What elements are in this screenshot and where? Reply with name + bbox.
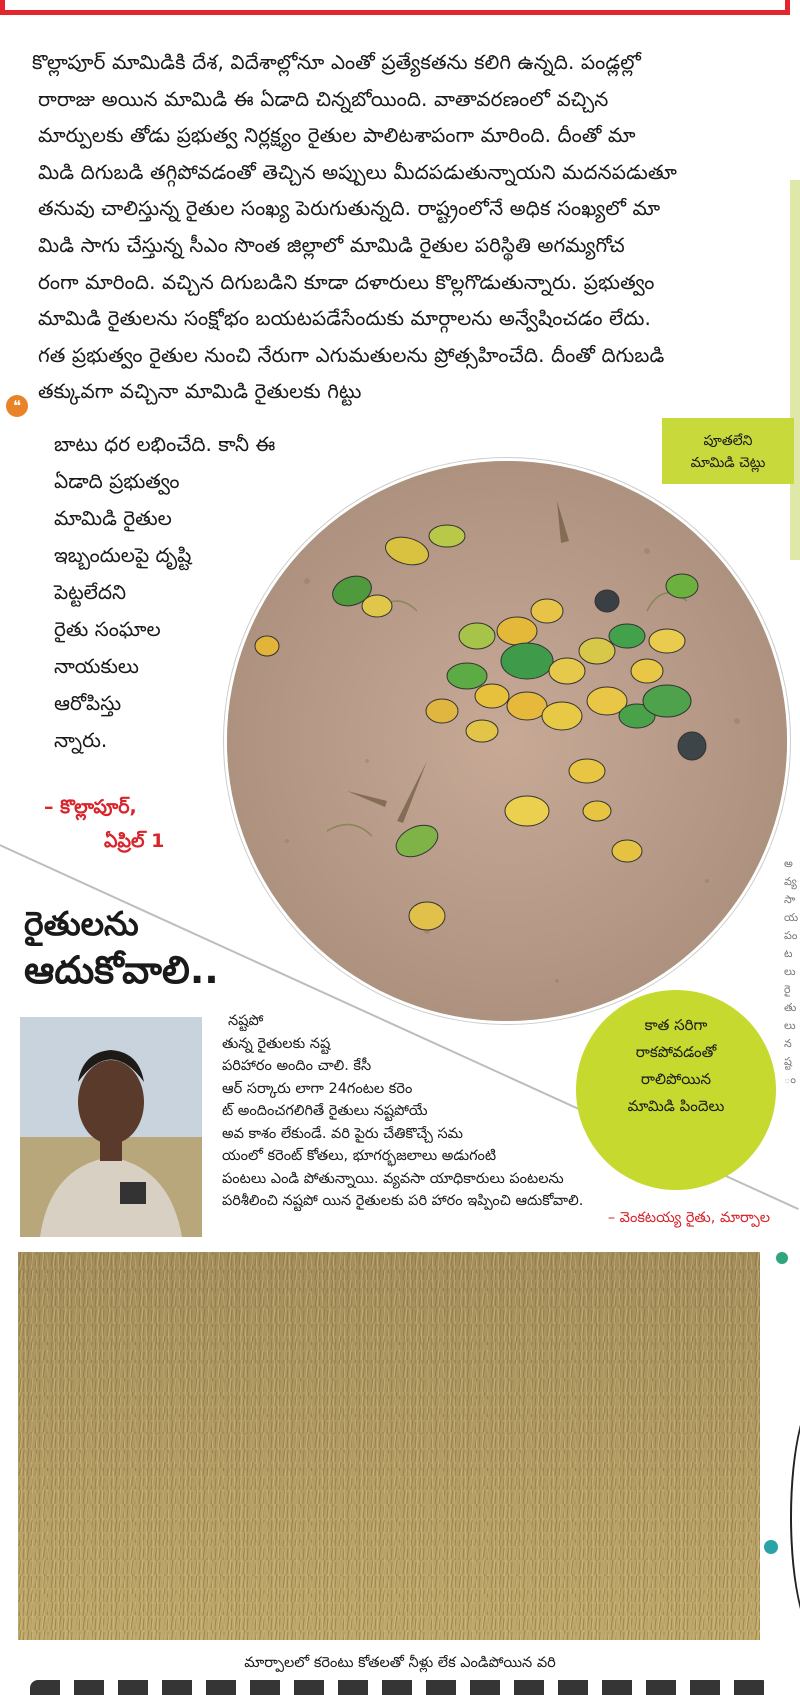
quote-line: నష్టపో xyxy=(228,1013,264,1029)
paragraph-line: మార్పులకు తోడు ప్రభుత్వ నిర్లక్ష్యం రైతుల పాలిటశాపంగా మారింది. దీంతో మా xyxy=(38,123,636,148)
headline-line: ఆదుకోవాలి.. xyxy=(24,948,219,992)
field-illustration xyxy=(18,1252,760,1640)
interview-headline xyxy=(24,902,219,992)
adjacent-graphic xyxy=(790,1390,800,1644)
quote-line: ట్ అందించగలిగితే రైతులు నష్టపోయే xyxy=(222,1103,428,1119)
article-paragraph xyxy=(32,44,776,410)
next-headline-cutoff xyxy=(30,1680,770,1695)
side-line: ఏడాది ప్రభుత్వం xyxy=(54,469,180,493)
quote-line: యంలో కరెంట్ కోతలు, భూగర్భజలాలు అడుగంటి xyxy=(222,1148,497,1164)
quote-line: పరిశీలించి నష్టపో యిన రైతులకు పరి హారం ఇప్పించి ఆదుకోవాలి. xyxy=(222,1193,584,1209)
fruit-caption-line: కాత సరిగా xyxy=(644,1016,708,1034)
side-line: ఆరోపిస్తు xyxy=(54,691,122,715)
quote-line: పరిహారం అందిం చాలి. కేసీ xyxy=(222,1058,372,1074)
tree-caption-line: మామిడి చెట్లు xyxy=(690,455,766,471)
mango-photo xyxy=(224,458,790,1024)
side-line: మామిడి రైతుల xyxy=(54,506,172,530)
top-red-frame xyxy=(0,0,790,15)
tree-caption-tag xyxy=(662,418,794,484)
quote-icon: ❝ xyxy=(6,395,28,417)
adjacent-column-text: అ వ్య సా య పం ట లు రై తు లు న ష్ట ం xyxy=(784,857,799,1086)
dateline xyxy=(44,790,244,858)
mango-photo-illustration xyxy=(227,461,787,1021)
farmer-portrait xyxy=(20,1017,202,1237)
adjacent-column-strip xyxy=(790,180,800,560)
side-line: నాయకులు xyxy=(54,654,139,678)
paragraph-line: తనువు చాలిస్తున్న రైతుల సంఖ్య పెరుగుతున్నది. రాష్ట్రంలోనే అధిక సంఖ్యలో మా xyxy=(38,196,661,221)
adjacent-bullet-icon xyxy=(764,1540,778,1554)
field-photo-caption: మార్పాలలో కరెంటు కోతలతో నీళ్లు లేక ఎండిపోయిన వరి xyxy=(244,1655,556,1671)
adjacent-bullet-icon xyxy=(776,1252,788,1264)
tree-caption-line: పూతలేని xyxy=(703,433,753,449)
side-line: పెట్టలేదని xyxy=(54,580,126,604)
headline-line: రైతులను xyxy=(24,904,139,943)
article-side-column xyxy=(54,426,276,759)
interview-byline: – వెంకటయ్య రైతు, మార్పాల xyxy=(607,1210,770,1226)
paragraph-line: రారాజు అయిన మామిడి ఈ ఏడాది చిన్నబోయింది. వాతావరణంలో వచ్చిన xyxy=(38,86,609,111)
paragraph-line: గత ప్రభుత్వం రైతుల నుంచి నేరుగా ఎగుమతులను ప్రోత్సహించేది. దీంతో దిగుబడి xyxy=(38,342,665,367)
dateline-date: ఏప్రిల్ 1 xyxy=(104,830,165,852)
side-line: బాటు ధర లభించేది. కానీ ఈ xyxy=(54,432,276,456)
paragraph-line: మామిడి రైతులను సంక్షోభం బయటపడేసేందుకు మార్గాలను అన్వేషించడం లేదు. xyxy=(38,306,651,331)
paragraph-line: కొల్లాపూర్ మామిడికి దేశ, విదేశాల్లోనూ ఎంతో ప్రత్యేకతను కలిగి ఉన్నది. పండ్లల్లో xyxy=(32,50,641,74)
fruit-caption-line: మామిడి పిందెలు xyxy=(627,1097,725,1115)
portrait-illustration xyxy=(20,1017,202,1237)
paragraph-line: రంగా మారింది. వచ్చిన దిగుబడిని కూడా దళారులు కొల్లగొడుతున్నారు. ప్రభుత్వం xyxy=(38,269,655,294)
fruit-caption-line: రాలిపోయిన xyxy=(640,1070,712,1088)
fruit-caption-line: రాకపోవడంతో xyxy=(635,1043,717,1061)
paragraph-line: తక్కువగా వచ్చినా మామిడి రైతులకు గిట్టు xyxy=(38,379,362,404)
side-line: రైతు సంఘాల xyxy=(54,617,161,641)
paragraph-line: మిడి దిగుబడి తగ్గిపోవడంతో తెచ్చిన అప్పులు మీదపడుతున్నాయని మదనపడుతూ xyxy=(38,159,677,184)
quote-line: అవ కాశం లేకుండే. వరి పైరు చేతికొచ్చే సమ xyxy=(222,1125,464,1142)
paddy-field-photo xyxy=(18,1252,760,1640)
paragraph-line: మిడి సాగు చేస్తున్న సీఎం సొంత జిల్లాలో మామిడి రైతుల పరిస్థితి అగమ్యగోచ xyxy=(38,232,625,257)
side-line: న్నారు. xyxy=(54,728,108,752)
quote-line: తున్న రైతులకు నష్ట xyxy=(222,1035,331,1052)
dateline-place: – కొల్లాపూర్, xyxy=(44,796,137,818)
quote-line: ఆర్ సర్కారు లాగా 24గంటల కరెం xyxy=(222,1080,413,1097)
side-line: ఇబ్బందులపై దృష్టి xyxy=(54,543,192,567)
interview-quote xyxy=(222,1010,752,1213)
quote-line: పంటలు ఎండి పోతున్నాయి. వ్యవసా యాధికారులు పంటలను xyxy=(222,1170,564,1187)
